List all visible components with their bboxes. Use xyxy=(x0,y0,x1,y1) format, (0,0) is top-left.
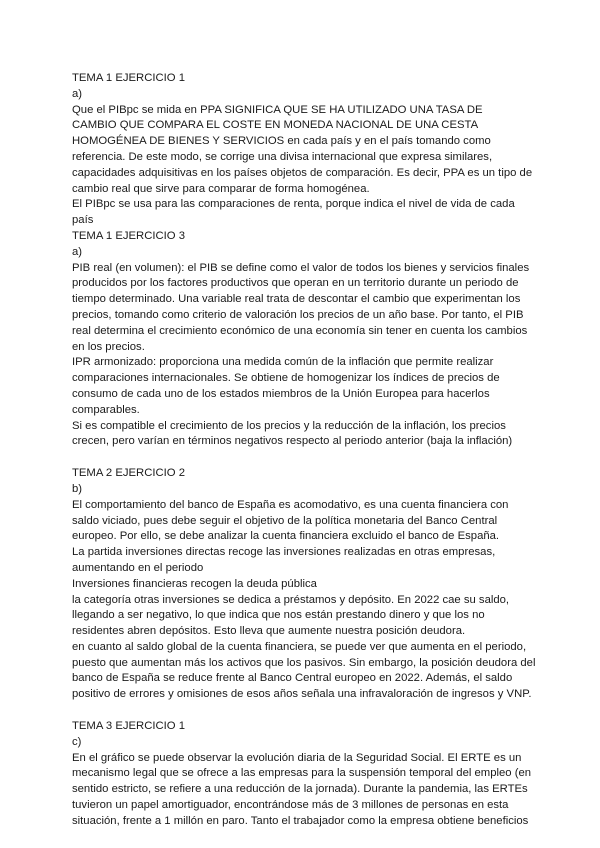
paragraph-line: cambio real que sirve para comparar de forma homogénea. xyxy=(72,182,370,195)
paragraph-line: comparables. xyxy=(72,403,140,416)
paragraph-line: El PIBpc se usa para las comparaciones de renta, porque indica el nivel de vida de cada xyxy=(72,198,515,211)
paragraph-line: europeo. Por ello, se debe analizar la cuenta financiera excluido el banco de España. xyxy=(72,530,500,543)
section-heading: TEMA 1 EJERCICIO 3 xyxy=(72,229,185,242)
section-heading: TEMA 3 EJERCICIO 1 xyxy=(72,720,185,733)
section-tema2-ej2 xyxy=(72,466,536,703)
paragraph-line: crecen, pero varían en términos negativos respecto al periodo anterior (baja la inflación) xyxy=(72,435,513,448)
paragraph-line: Inversiones financieras recogen la deuda pública xyxy=(72,577,317,590)
paragraph-line: sentido estricto, se refiere a una reducción de la jornada). Durante la pandemia, las ERTEs xyxy=(72,783,528,796)
paragraph-line: PIB real (en volumen): el PIB se define como el valor de todos los bienes y servicios finales xyxy=(72,261,530,274)
paragraph-line: puesto que aumentan más los activos que los pasivos. Sin embargo, la posición deudora del xyxy=(72,656,536,669)
paragraph-line: la categoría otras inversiones se dedica a préstamos y depósito. En 2022 cae su saldo, xyxy=(72,593,510,606)
paragraph-line: Si es compatible el crecimiento de los precios y la reducción de la inflación, los precios xyxy=(72,419,506,432)
paragraph-line: mecanismo legal que se ofrece a las empresas para la suspensión temporal del empleo (en xyxy=(72,767,532,780)
section-spacer xyxy=(72,703,532,719)
paragraph-line: país xyxy=(72,214,94,227)
section-letter: a) xyxy=(72,245,83,258)
paragraph-line: saldo viciado, pues debe seguir el objetivo de la política monetaria del Banco Central xyxy=(72,514,498,527)
paragraph-line: capacidades adquisitivas en los países objetos de comparación. Es decir, PPA es un tipo de xyxy=(72,166,533,179)
paragraph-line: producidos por los factores productivos que operan en un territorio durante un periodo de xyxy=(72,277,519,290)
section-heading: TEMA 1 EJERCICIO 1 xyxy=(72,72,185,84)
document-body xyxy=(72,71,536,830)
paragraph-line: precios, tomando como criterio de valoración los precios de un año base. Por tanto, el PIB xyxy=(72,308,524,321)
section-tema3-ej1 xyxy=(72,719,532,830)
paragraph-line: real determina el crecimiento económico de una economía sin tener en cuenta los cambios xyxy=(72,324,528,337)
paragraph-line: consumo de cada uno de los estados miembros de la Unión Europea para hacerlos xyxy=(72,387,490,400)
paragraph-line: llegando a ser negativo, lo que indica que nos están prestando dinero y que los no xyxy=(72,609,485,622)
paragraph-line: comparaciones internacionales. Se obtiene de homogenizar los índices de precios de xyxy=(72,372,500,385)
paragraph-line: en cuanto al saldo global de la cuenta financiera, se puede ver que aumenta en el periodo, xyxy=(72,640,527,653)
section-spacer xyxy=(72,450,532,466)
paragraph-line: HOMOGÉNEA DE BIENES Y SERVICIOS en cada país y en el país tomando como xyxy=(72,135,491,148)
paragraph-line: residentes abren depósitos. Esto lleva que aumente nuestra posición deudora. xyxy=(72,625,466,638)
paragraph-line: El comportamiento del banco de España es acomodativo, es una cuenta financiera con xyxy=(72,498,509,511)
paragraph-line: positivo de errores y omisiones de esos años señala una infravaloración de ingresos y VNP. xyxy=(72,688,532,701)
paragraph-line: tuvieron un papel amortiguador, encontrándose más de 3 millones de personas en esta xyxy=(72,799,509,812)
paragraph-line: situación, frente a 1 millón en paro. Tanto el trabajador como la empresa obtiene beneficios xyxy=(72,814,529,827)
paragraph-line: En el gráfico se puede observar la evolución diaria de la Seguridad Social. El ERTE es un xyxy=(72,751,522,764)
paragraph-line: referencia. De este modo, se corrige una divisa internacional que expresa similares, xyxy=(72,150,493,163)
section-letter: b) xyxy=(72,482,83,495)
paragraph-line: La partida inversiones directas recoge las inversiones realizadas en otras empresas, xyxy=(72,546,496,559)
paragraph-line: Que el PIBpc se mida en PPA SIGNIFICA QUE SE HA UTILIZADO UNA TASA DE xyxy=(72,103,483,116)
paragraph-line: aumentando en el periodo xyxy=(72,561,204,574)
paragraph-line: banco de España se reduce frente al Banco Central europeo en 2022. Además, el saldo xyxy=(72,672,513,685)
section-letter: a) xyxy=(72,87,83,100)
section-tema1-ej3 xyxy=(72,229,532,450)
section-tema1-ej1 xyxy=(72,71,532,229)
paragraph-line: tiempo determinado. Una variable real trata de descontar el cambio que experimentan los xyxy=(72,293,521,306)
section-heading: TEMA 2 EJERCICIO 2 xyxy=(72,467,185,480)
paragraph-line: IPR armonizado: proporciona una medida común de la inflación que permite realizar xyxy=(72,356,494,369)
paragraph-line: en los precios. xyxy=(72,340,145,353)
section-letter: c) xyxy=(72,735,82,748)
paragraph-line: CAMBIO QUE COMPARA EL COSTE EN MONEDA NACIONAL DE UNA CESTA xyxy=(72,119,479,132)
